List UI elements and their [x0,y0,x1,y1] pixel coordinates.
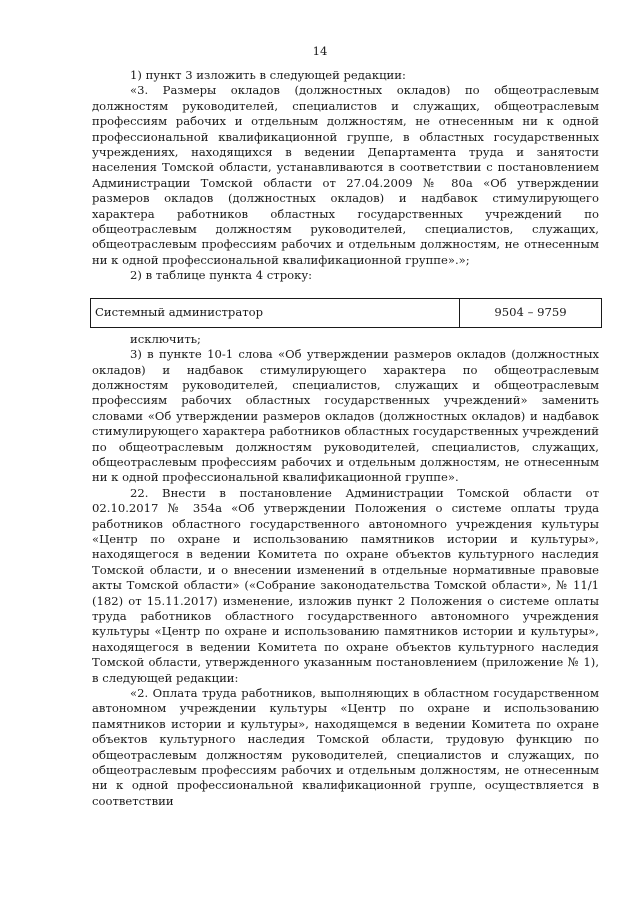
table-row [91,298,602,327]
paragraph-item-3-replace: 3) в пункте 10-1 слова «Об утверждении размеров окладов (должностных окладов) и надбавок стимулирующего характера по общеотраслевым должностям руководителей, специалистов, служащих и общеотраслевым профессиям рабочих областных государственных учреждений» заменить словами «Об утверждении размеров окладов (должностных окладов) и надбавок стимулирующего характера работников областных государственных учреждений по общеотраслевым должностям руководителей, специалистов, служащих, общеотраслевым профессиям рабочих и отдельным должностям, не отнесенным ни к одной профессиональной квалификационной группе». [92,347,599,485]
paragraph-item-1-instruction: 1) пункт 3 изложить в следующей редакции: [130,68,406,82]
page-number: 14 [312,44,328,58]
table-cell-position: Системный администратор [91,298,460,327]
paragraph-item-2-instruction: 2) в таблице пункта 4 строку: [130,268,313,283]
paragraph-clause-2-new-text: «2. Оплата труда работников, выполняющих в областном государственном автономном учреждении культуры «Центр по охране и использованию памятников истории и культуры», находящемся в ведении Комитета по охране объектов культурного наследия Томской области, трудовую функцию по общеотраслевым должностям руководителей, специалистов и служащих, по общеотраслевым профессиям рабочих и отдельным должностям, не отнесенным ни к одной профессиональной квалификационной группе, осуществляется в соответствии [92,686,599,808]
table-cell-salary-range: 9504 – 9759 [460,298,602,327]
salary-table [90,298,602,328]
paragraph-section-22: 22. Внести в постановление Администрации Томской области от 02.10.2017 № 354а «Об утверждении Положения о системе оплаты труда работников областного государственного автономного учреждения культуры «Центр по охране и использованию памятников истории и культуры», находящегося в ведении Комитета по охране объектов культурного наследия Томской области, и о внесении изменений в отдельные нормативные правовые акты Томской области» («Собрание законодательства Томской области», № 11/1 (182) от 15.11.2017) изменение, изложив пункт 2 Положения о системе оплаты труда работников областного государственного автономного учреждения культуры «Центр по охране и использованию памятников истории и культуры», находящегося в ведении Комитета по охране объектов культурного наследия Томской области, утвержденного указанным постановлением (приложение № 1), в следующей редакции: [92,485,599,685]
paragraph-item-3-new-text: «3. Размеры окладов (должностных окладов) по общеотраслевым должностям руководителей, специалистов и служащих, общеотраслевым профессиям рабочих и отдельным должностям, не отнесенным ни к одной профессиональной квалификационной группе, в областных государственных учреждениях, находящихся в ведении Департамента труда и занятости населения Томской области, устанавливаются в соответствии с постановлением Администрации Томской области от 27.04.2009 № 80а «Об утверждении размеров окладов (должностных окладов) и надбавок стимулирующего характера работников областных государственных учреждений по общеотраслевым должностям руководителей, специалистов, служащих, общеотраслевым профессиям рабочих и отдельным должностям, не отнесенным ни к одной профессиональной квалификационной группе».»; [92,83,599,267]
document-body [92,68,599,809]
paragraph-exclude: исключить; [130,331,201,346]
